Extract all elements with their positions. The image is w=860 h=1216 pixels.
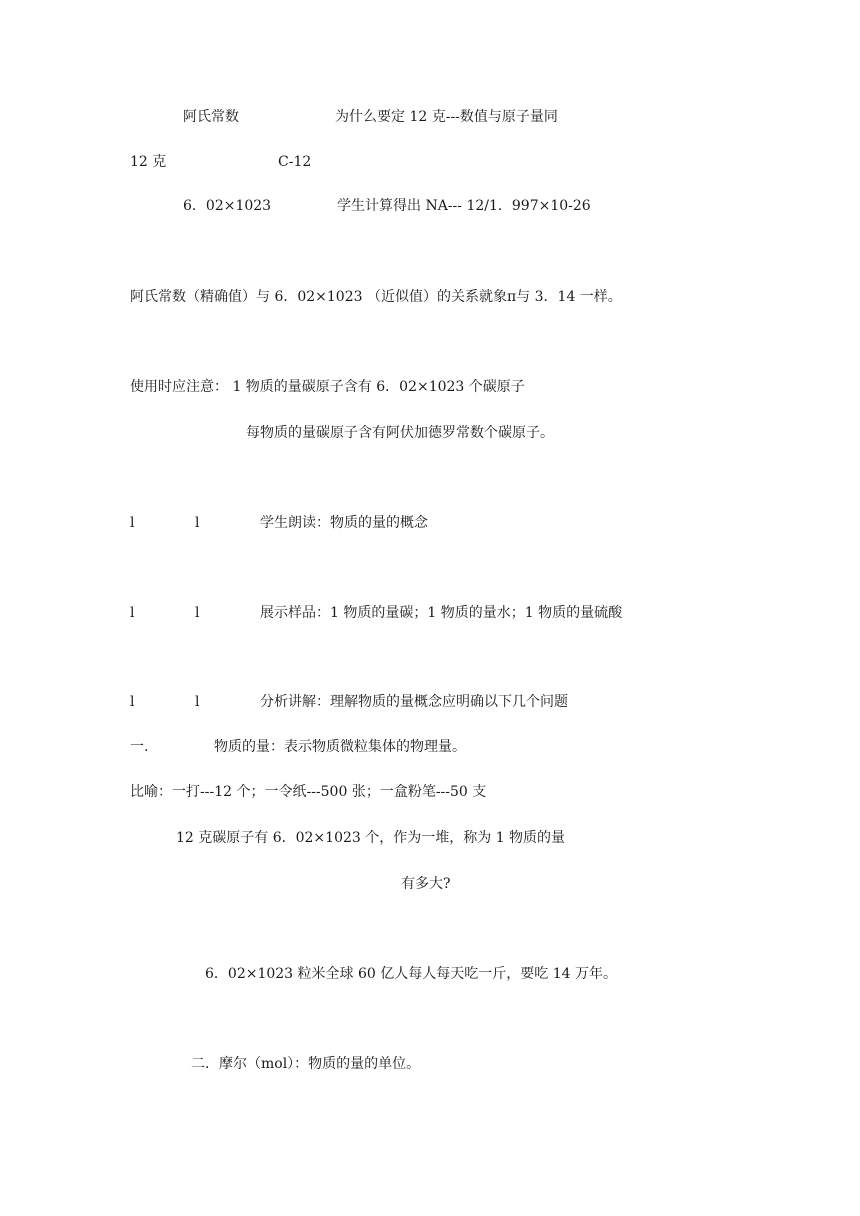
twelve-grams-label: 12 克 <box>130 154 167 170</box>
usage-note-continued: 每物质的量碳原子含有阿伏加德罗常数个碳原子。 <box>246 425 554 441</box>
section-two-heading: 二．摩尔（mol）：物质的量的单位。 <box>191 1056 421 1072</box>
how-big-question: 有多大? <box>401 876 451 892</box>
bullet-marker: l <box>130 605 135 621</box>
bullet-marker: l <box>130 694 135 710</box>
bullet-marker: l <box>195 605 200 621</box>
rice-analogy-line: 6．02×1023 粒米全球 60 亿人每人每天吃一斤，要吃 14 万年。 <box>205 966 617 982</box>
bullet-marker: l <box>195 515 200 531</box>
carbon-12-label: C-12 <box>278 154 312 170</box>
analysis-item: 分析讲解：理解物质的量概念应明确以下几个问题 <box>260 694 568 710</box>
bullet-marker: l <box>195 694 200 710</box>
section-one-number: 一. <box>130 739 149 755</box>
usage-note: 使用时应注意： 1 物质的量碳原子含有 6．02×1023 个碳原子 <box>130 379 525 395</box>
bullet-marker: l <box>130 515 135 531</box>
carbon-atoms-line: 12 克碳原子有 6．02×1023 个，作为一堆，称为 1 物质的量 <box>176 830 566 846</box>
student-reading-item: 学生朗读：物质的量的概念 <box>260 515 428 531</box>
section-one-heading: 物质的量：表示物质微粒集体的物理量。 <box>214 739 466 755</box>
precision-analogy: 阿氏常数（精确值）与 6．02×1023 （近似值）的关系就象π与 3．14 一样。 <box>130 289 622 305</box>
student-calculation: 学生计算得出 NA--- 12/1．997×10-26 <box>337 198 591 214</box>
sample-display-item: 展示样品：1 物质的量碳；1 物质的量水；1 物质的量硫酸 <box>260 605 623 621</box>
metaphor-line: 比喻：一打---12 个；一令纸---500 张；一盒粉笔---50 支 <box>130 784 487 800</box>
avogadro-value: 6．02×1023 <box>183 198 272 214</box>
term-avogadro-constant: 阿氏常数 <box>183 109 239 125</box>
question-why-12-grams: 为什么要定 12 克---数值与原子量同 <box>335 109 558 125</box>
